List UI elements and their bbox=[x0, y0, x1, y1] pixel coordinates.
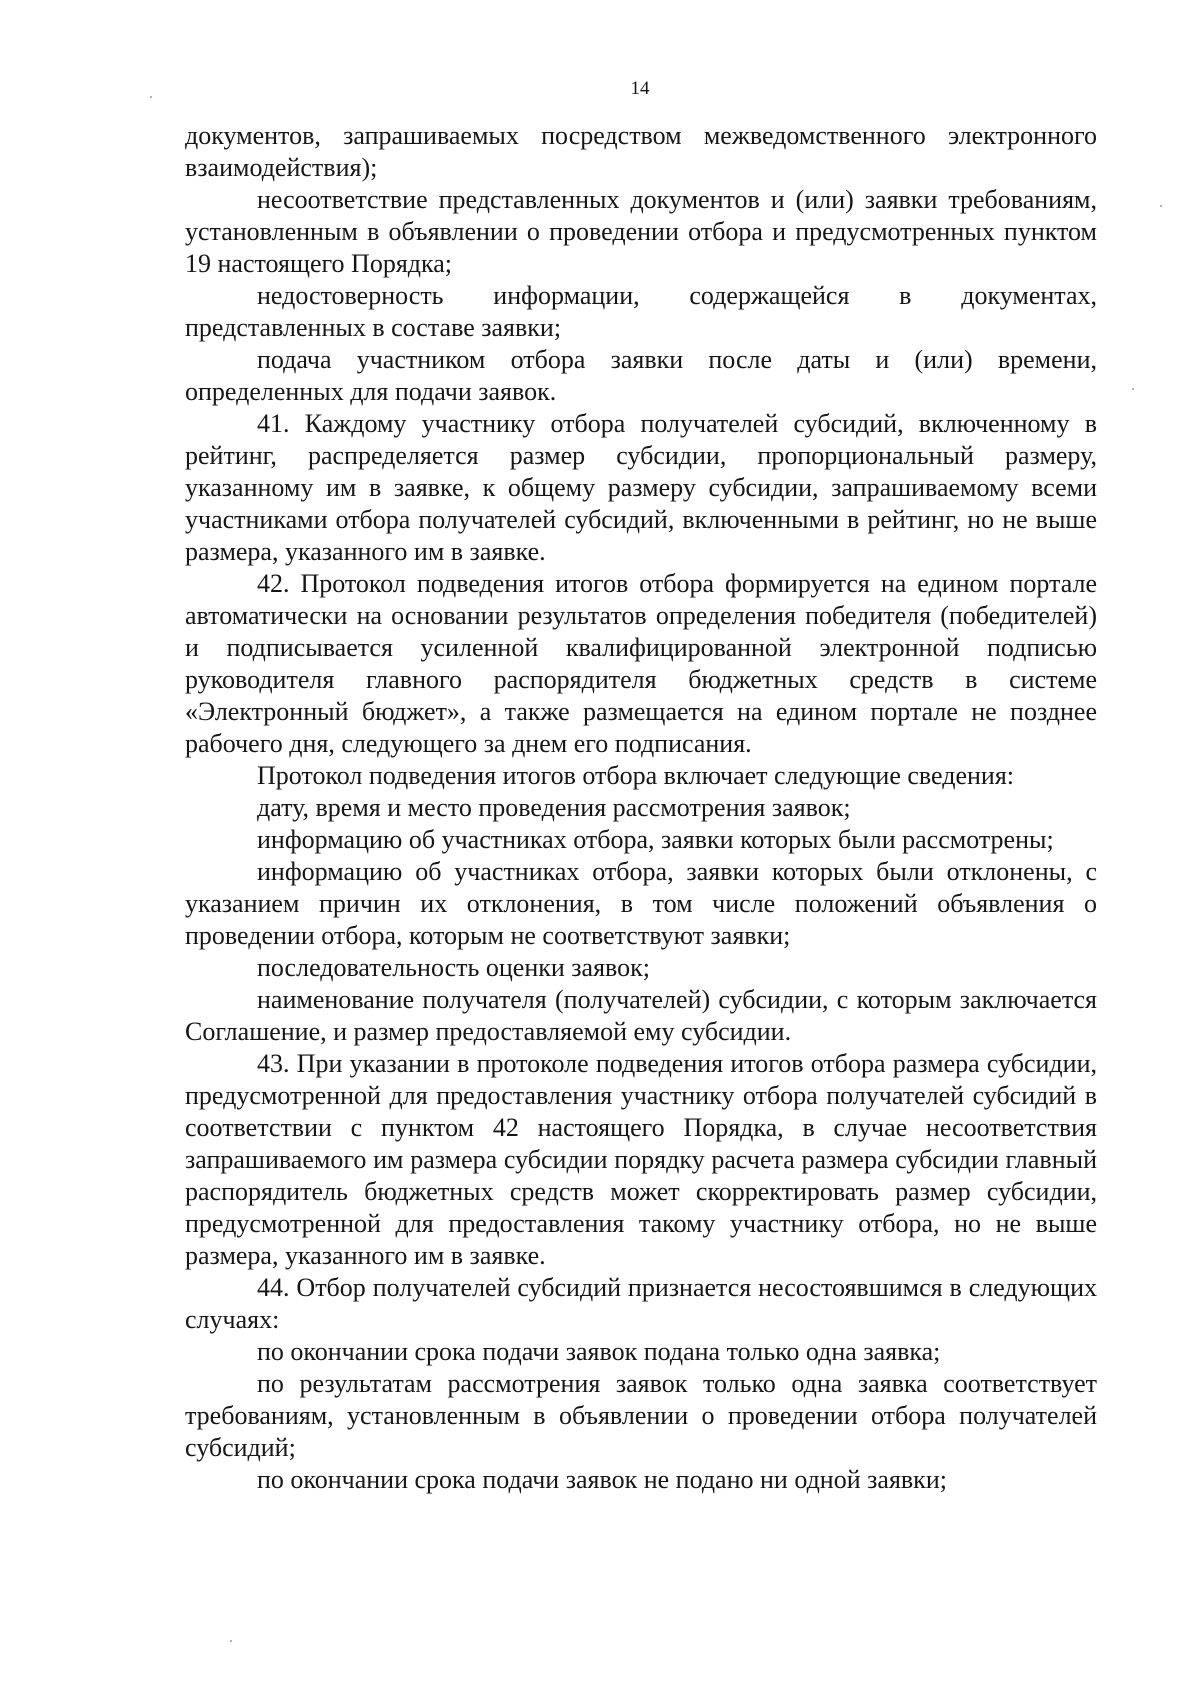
paragraph-protocol-date: дату, время и место проведения рассмотрения заявок; bbox=[257, 793, 851, 822]
paragraph-43: 43. При указании в протоколе подведения итогов отбора размера субсидии, предусмотренной для предоставления участнику отбора получателей субсидий в соответствии с пунктом 42 настоящего Порядка, в случае несоответствия запрашиваемого им размера субсидии порядку расчета размера субсидии главный распорядитель бюджетных средств может скорректировать размер субсидии, предусмотренной для предоставления такому участнику отбора, но не выше размера, указанного им в заявке. bbox=[185, 1049, 1097, 1270]
page-number: 14 bbox=[630, 78, 650, 99]
paragraph-42: 42. Протокол подведения итогов отбора формируется на едином портале автоматически на основании результатов определения победителя (победителей) и подписывается усиленной квалифицированной электронной подписью руководителя главного распорядителя бюджетных средств в системе «Электронный бюджет», а также размещается на едином портале не позднее рабочего дня, следующего за днем его подписания. bbox=[185, 569, 1097, 758]
scan-speck bbox=[1132, 388, 1134, 390]
paragraph-reason-late: подача участником отбора заявки после даты и (или) времени, определенных для подачи заявок. bbox=[185, 345, 1097, 406]
paragraph-protocol-sequence: последовательность оценки заявок; bbox=[257, 953, 650, 982]
paragraph-protocol-reviewed: информацию об участниках отбора, заявки которых были рассмотрены; bbox=[257, 825, 1054, 854]
paragraph-case-none: по окончании срока подачи заявок не подано ни одной заявки; bbox=[257, 1465, 947, 1494]
paragraph-protocol-intro: Протокол подведения итогов отбора включает следующие сведения: bbox=[257, 761, 1014, 790]
paragraph-reason-mismatch: несоответствие представленных документов и (или) заявки требованиям, установленным в объявлении о проведении отбора и предусмотренных пунктом 19 настоящего Порядка; bbox=[185, 185, 1097, 278]
paragraph-case-one-application: по окончании срока подачи заявок подана только одна заявка; bbox=[257, 1337, 941, 1366]
document-body bbox=[185, 120, 1097, 1496]
scan-speck bbox=[230, 1640, 232, 1642]
paragraph-protocol-recipient: наименование получателя (получателей) субсидии, с которым заключается Соглашение, и размер предоставляемой ему субсидии. bbox=[185, 985, 1097, 1046]
paragraph-continuation: документов, запрашиваемых посредством межведомственного электронного взаимодействия); bbox=[185, 121, 1097, 182]
paragraph-protocol-rejected: информацию об участниках отбора, заявки которых были отклонены, с указанием причин их отклонения, в том числе положений объявления о проведении отбора, которым не соответствуют заявки; bbox=[185, 857, 1097, 950]
paragraph-case-one-compliant: по результатам рассмотрения заявок только одна заявка соответствует требованиям, установленным в объявлении о проведении отбора получателей субсидий; bbox=[185, 1369, 1097, 1462]
paragraph-44: 44. Отбор получателей субсидий признается несостоявшимся в следующих случаях: bbox=[185, 1273, 1097, 1334]
scan-speck bbox=[150, 96, 152, 98]
paragraph-41: 41. Каждому участнику отбора получателей субсидий, включенному в рейтинг, распределяется размер субсидии, пропорциональный размеру, указанному им в заявке, к общему размеру субсидии, запрашиваемому всеми участниками отбора получателей субсидий, включенными в рейтинг, но не выше размера, указанного им в заявке. bbox=[185, 409, 1097, 566]
paragraph-reason-unreliable: недостоверность информации, содержащейся в документах, представленных в составе заявки; bbox=[185, 281, 1097, 342]
scan-speck bbox=[1160, 205, 1162, 207]
